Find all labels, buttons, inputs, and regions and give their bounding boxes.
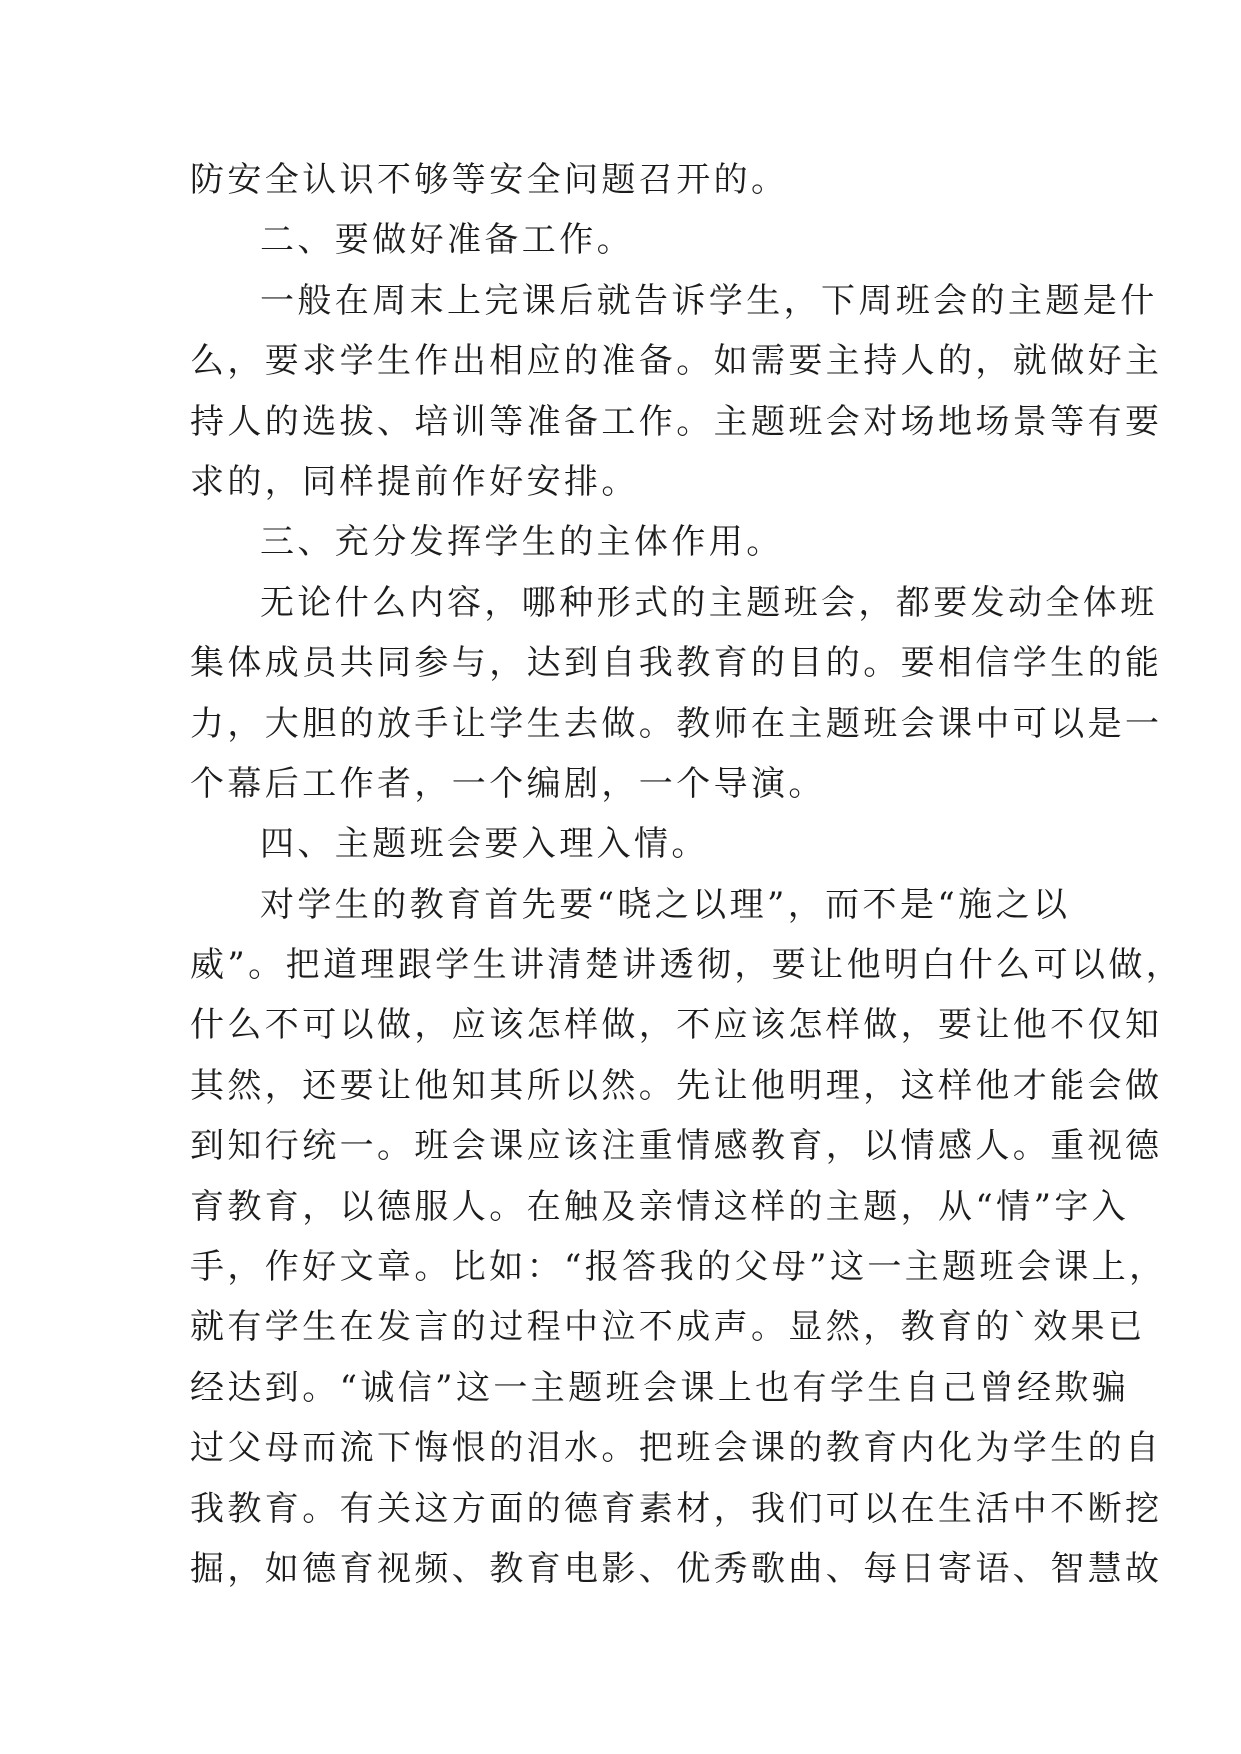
text-line-18: 育教育，以德服人。在触及亲情这样的主题，从“情”字入	[190, 1186, 1130, 1227]
text-line-6: 求的，同样提前作好安排。	[190, 461, 639, 502]
text-line-4: 么，要求学生作出相应的准备。如需要主持人的，就做好主	[190, 341, 1163, 382]
text-line-15: 什么不可以做，应该怎样做，不应该怎样做，要让他不仅知	[190, 1005, 1163, 1046]
text-line-21: 经达到。“诚信”这一主题班会课上也有学生自己曾经欺骗	[190, 1367, 1130, 1408]
text-line-11: 个幕后工作者，一个编剧，一个导演。	[190, 763, 826, 804]
text-line-17: 到知行统一。班会课应该注重情感教育，以情感人。重视德	[190, 1126, 1163, 1167]
text-line-10: 力，大胆的放手让学生去做。教师在主题班会课中可以是一	[190, 703, 1163, 744]
text-line-16: 其然，还要让他知其所以然。先让他明理，这样他才能会做	[190, 1065, 1163, 1106]
text-line-24: 掘，如德育视频、教育电影、优秀歌曲、每日寄语、智慧故	[190, 1548, 1163, 1589]
text-line-1: 防安全认识不够等安全问题召开的。	[190, 160, 789, 200]
text-line-9: 集体成员共同参与，达到自我教育的目的。要相信学生的能	[190, 643, 1163, 684]
document-body	[190, 150, 1184, 1599]
text-line-23: 我教育。有关这方面的德育素材，我们可以在生活中不断挖	[190, 1488, 1163, 1529]
section-heading-2: 二、要做好准备工作。	[260, 220, 634, 261]
section-heading-4: 四、主题班会要入理入情。	[260, 824, 709, 865]
section-heading-3: 三、充分发挥学生的主体作用。	[260, 522, 784, 563]
text-line-20: 就有学生在发言的过程中泣不成声。显然，教育的`效果已	[190, 1307, 1146, 1348]
text-line-22: 过父母而流下悔恨的泪水。把班会课的教育内化为学生的自	[190, 1428, 1163, 1469]
text-line-3: 一般在周末上完课后就告诉学生，下周班会的主题是什	[260, 280, 1158, 321]
text-line-14: 威”。把道理跟学生讲清楚讲透彻，要让他明白什么可以做，	[190, 945, 1184, 986]
text-line-8: 无论什么内容，哪种形式的主题班会，都要发动全体班	[260, 582, 1158, 623]
text-line-19: 手，作好文章。比如：“报答我的父母”这一主题班会课上，	[190, 1247, 1167, 1288]
text-line-13: 对学生的教育首先要“晓之以理”，而不是“施之以	[260, 884, 1071, 925]
text-line-5: 持人的选拔、培训等准备工作。主题班会对场地场景等有要	[190, 401, 1163, 442]
